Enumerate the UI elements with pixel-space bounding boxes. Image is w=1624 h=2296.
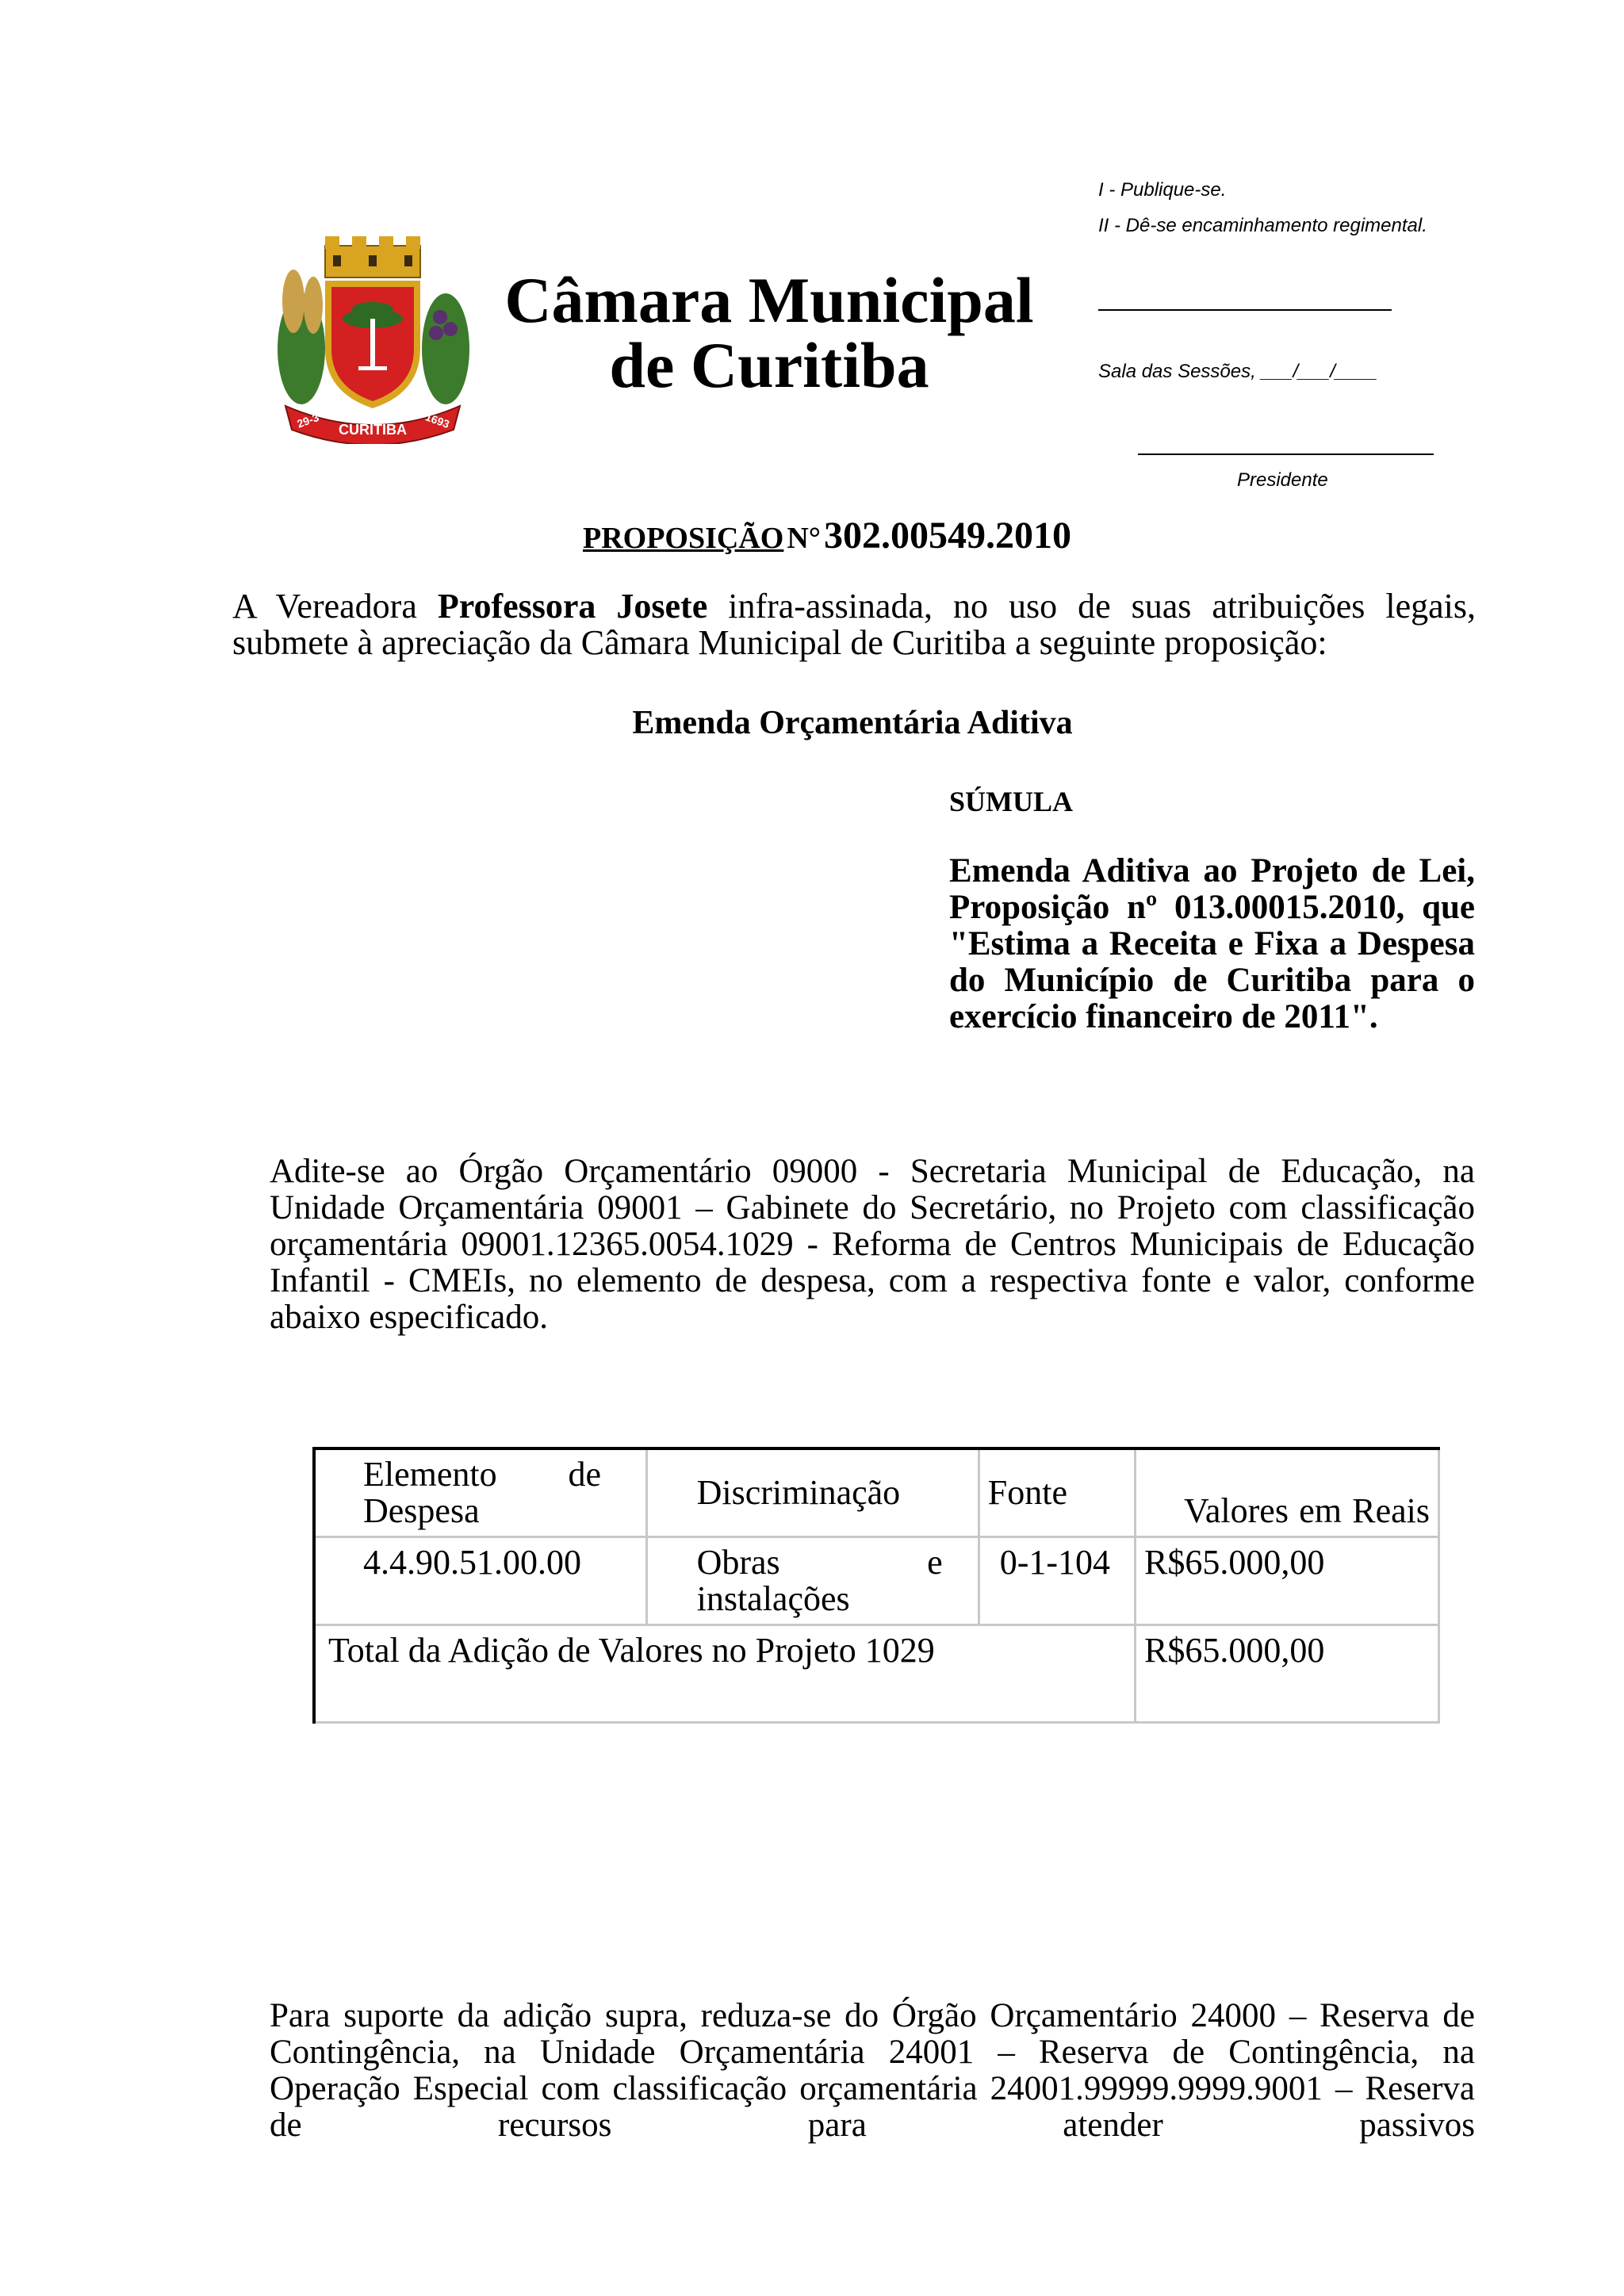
table-header-row [314, 1448, 1439, 1537]
header-elemento [314, 1448, 646, 1537]
document-title: Emenda Orçamentária Aditiva [632, 705, 1073, 741]
proposition-number: 302.00549.2010 [824, 515, 1071, 557]
reduction-paragraph: Para suporte da adição supra, reduza-se do Órgão Orçamentário 24000 – Reserva de Contingência, na Unidade Orçamentária 24001 – Reserva de Contingência, na Operação Especial com classificação orçamentária 24001.99999.9999.9001 – Reserva de recursos para atender passivos [270, 1997, 1475, 2144]
cell-fonte: 0-1-104 [979, 1537, 1135, 1625]
session-date: Sala das Sessões, ___/___/____ [1098, 361, 1378, 382]
proposition-label: PROPOSIÇÃO [583, 522, 784, 555]
crest-ribbon-right: 1693 [423, 410, 452, 431]
cell-discriminacao [646, 1537, 979, 1625]
sumula-text: Emenda Aditiva ao Projeto de Lei, Proposição nº 013.00015.2010, que "Estima a Receita e Fixa a Despesa do Município de Curitiba para o exercício financeiro de 2011". [949, 852, 1475, 1035]
total-label: Total da Adição de Valores no Projeto 1029 [314, 1625, 1136, 1723]
header-elemento-text: Elemento de Despesa [363, 1455, 601, 1530]
budget-table [312, 1447, 1440, 1724]
total-value: R$65.000,00 [1136, 1625, 1439, 1723]
cell-valor: R$65.000,00 [1136, 1537, 1439, 1625]
dispatch-forward: II - Dê-se encaminhamento regimental. [1098, 215, 1427, 236]
table-row [314, 1537, 1439, 1625]
president-label: Presidente [1237, 469, 1328, 491]
intro-prefix: A Vereadora [232, 587, 438, 626]
intro-suffix: infra-assinada, no uso de suas atribuições legais, submete à apreciação da Câmara Municipal de Curitiba a seguinte proposição: [232, 587, 1476, 662]
signature-line [1098, 309, 1392, 311]
proposition-degree: N° [787, 522, 821, 555]
intro-paragraph [232, 588, 1476, 661]
cell-discriminacao-text: Obras e instalações [696, 1543, 943, 1618]
header-discriminacao: Discriminação [646, 1448, 979, 1537]
chamber-name [476, 264, 1063, 401]
header-valores [1136, 1448, 1439, 1537]
chamber-name-line1: Câmara Municipal [504, 264, 1034, 336]
councilor-name: Professora Josete [437, 587, 708, 626]
sumula-heading: SÚMULA [949, 786, 1074, 817]
cell-elemento: 4.4.90.51.00.00 [314, 1537, 646, 1625]
crest-ribbon-text: CURITIBA [339, 422, 407, 438]
amendment-paragraph: Adite-se ao Órgão Orçamentário 09000 - Secretaria Municipal de Educação, na Unidade Orçamentária 09001 – Gabinete do Secretário, no Projeto com classificação orçamentária 09001.12365.0054.1029 - Reforma de Centros Municipais de Educação Infantil - CMEIs, no elemento de despesa, com a respectiva fonte e valor, conforme abaixo especificado. [270, 1153, 1475, 1336]
header-valores-text: Valores em Reais [1184, 1491, 1430, 1530]
crest-ribbon-left: 29-3 [295, 410, 321, 430]
table-total-row [314, 1625, 1439, 1723]
municipal-coat-of-arms-icon [270, 230, 476, 444]
president-signature-line [1138, 453, 1434, 455]
header-fonte: Fonte [979, 1448, 1135, 1537]
proposition-heading [583, 514, 1071, 557]
dispatch-publish: I - Publique-se. [1098, 179, 1227, 201]
chamber-name-line2: de Curitiba [609, 329, 929, 401]
